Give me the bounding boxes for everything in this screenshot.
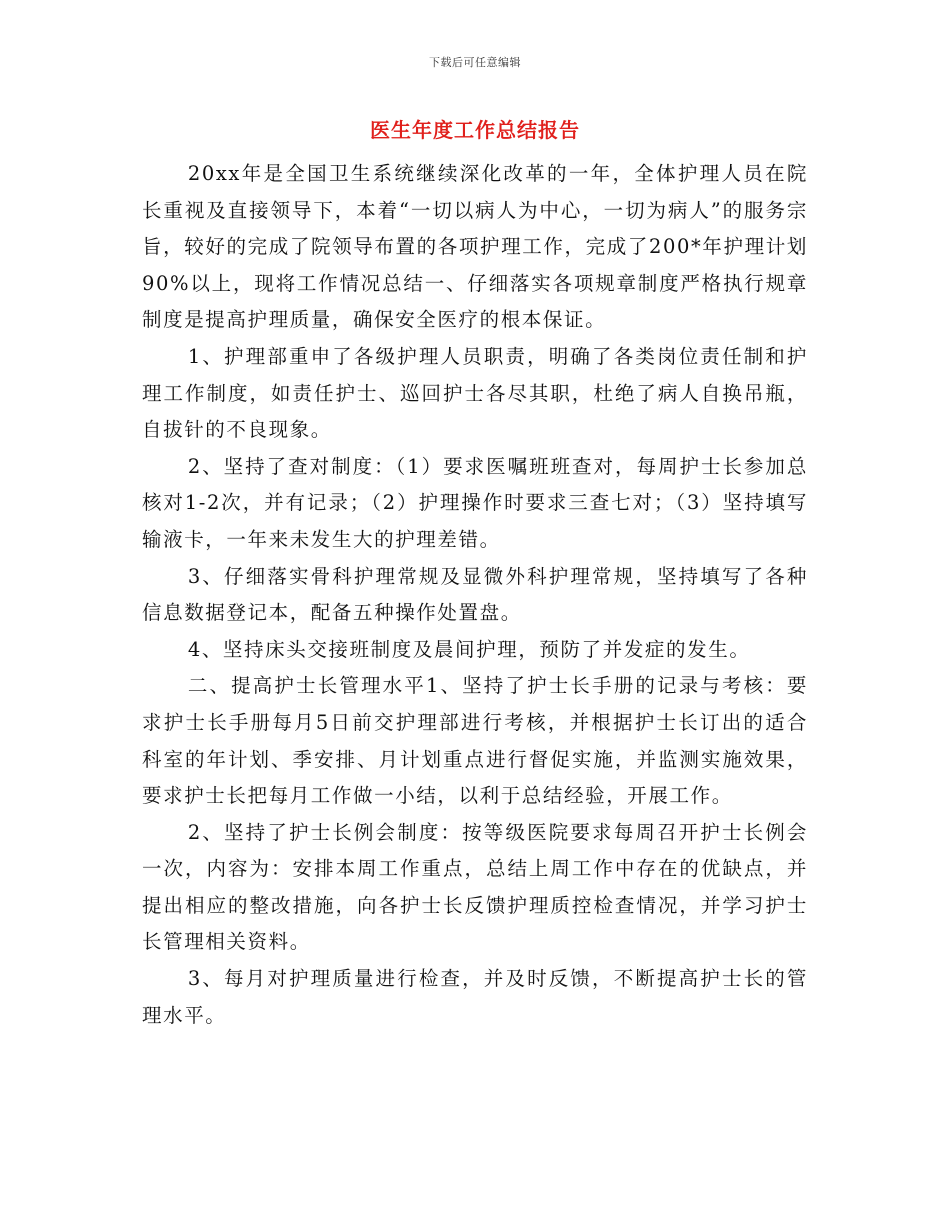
document-body	[142, 156, 808, 1034]
paragraph-management: 二、提高护士长管理水平1、坚持了护士长手册的记录与考核：要求护士长手册每月5日前交护理部进行考核，并根据护士长订出的适合科室的年计划、季安排、月计划重点进行督促实施，并监测实施效果，要求护士长把每月工作做一小结，以利于总结经验，开展工作。	[142, 674, 808, 808]
paragraph-orthopedic: 3、仔细落实骨科护理常规及显微外科护理常规，坚持填写了各种信息数据登记本，配备五种操作处置盘。	[142, 564, 808, 625]
document-title: 医生年度工作总结报告	[370, 118, 580, 142]
paragraph-monthly-check: 3、每月对护理质量进行检查，并及时反馈，不断提高护士长的管理水平。	[142, 967, 808, 1027]
paragraph-duty: 1、护理部重申了各级护理人员职责，明确了各类岗位责任制和护理工作制度，如责任护士、巡回护士各尽其职，杜绝了病人自换吊瓶，自拔针的不良现象。	[142, 344, 808, 442]
paragraph-intro: 20xx年是全国卫生系统继续深化改革的一年，全体护理人员在院长重视及直接领导下，本着“一切以病人为中心，一切为病人”的服务宗旨，较好的完成了院领导布置的各项护理工作，完成了200*年护理计划90%以上，现将工作情况总结一、仔细落实各项规章制度严格执行规章制度是提高护理质量，确保安全医疗的根本保证。	[142, 162, 808, 332]
paragraph-handover: 4、坚持床头交接班制度及晨间护理，预防了并发症的发生。	[187, 637, 751, 661]
header-note: 下载后可任意编辑	[429, 56, 521, 69]
paragraph-check: 2、坚持了查对制度：（1）要求医嘱班班查对，每周护士长参加总核对1-2次，并有记录；（2）护理操作时要求三查七对；（3）坚持填写输液卡，一年来未发生大的护理差错。	[142, 454, 808, 551]
paragraph-meeting: 2、坚持了护士长例会制度：按等级医院要求每周召开护士长例会一次，内容为：安排本周工作重点，总结上周工作中存在的优缺点，并提出相应的整改措施，向各护士长反馈护理质控检查情况，并学习护士长管理相关资料。	[142, 820, 808, 954]
